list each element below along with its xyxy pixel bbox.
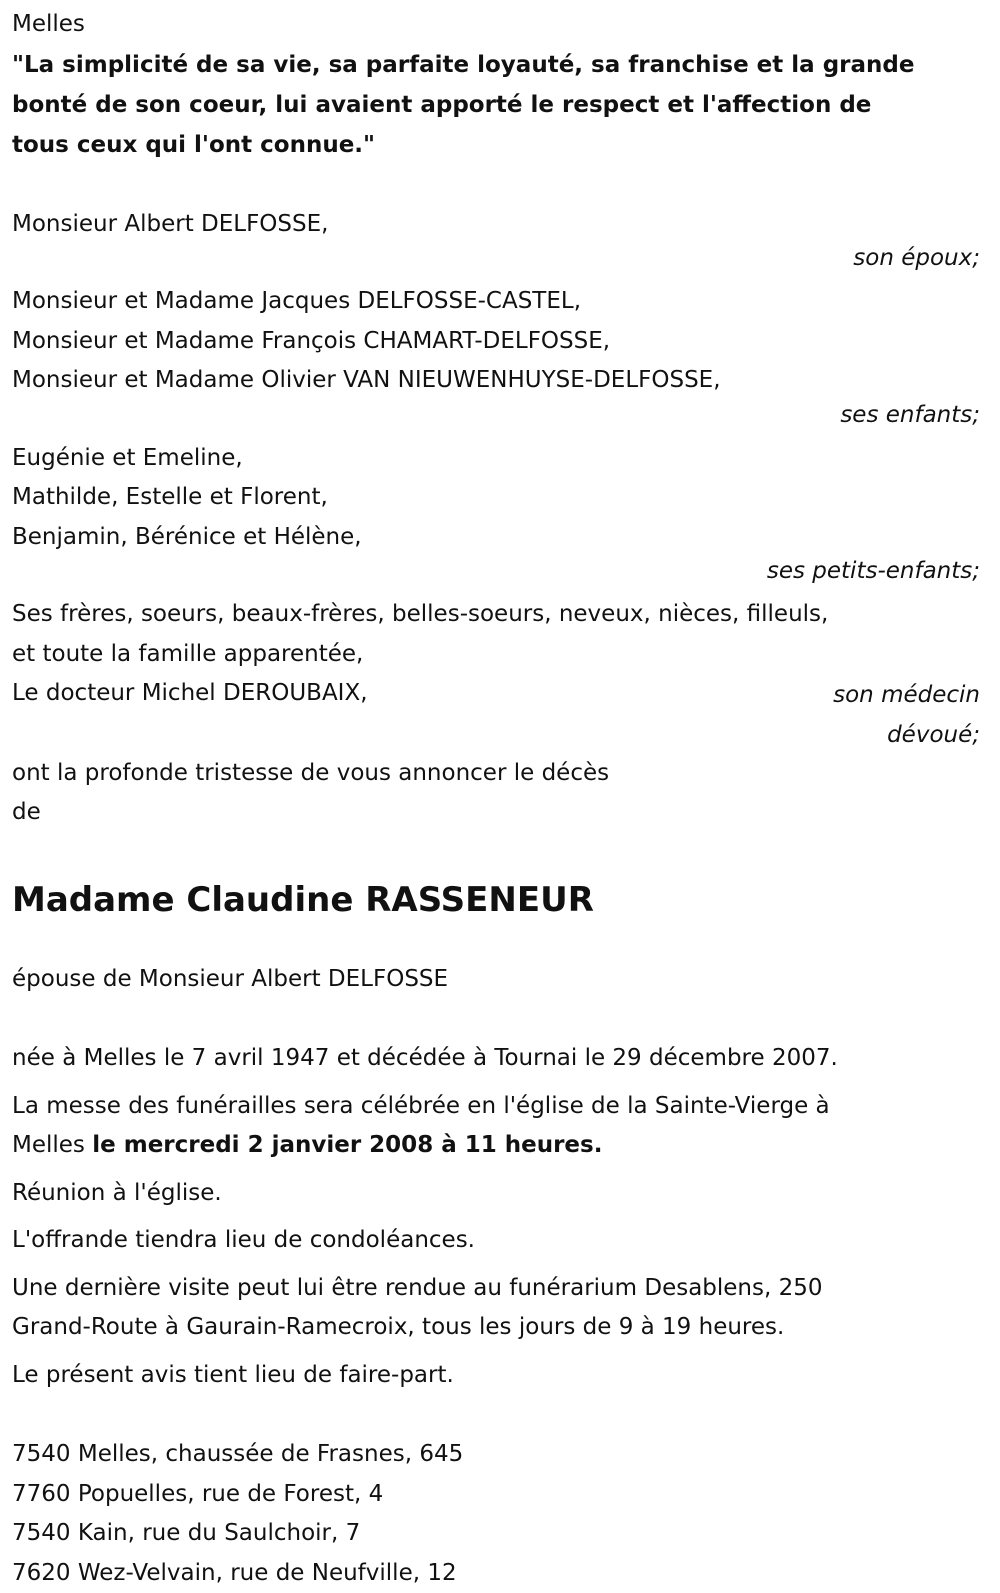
grandchildren-role: ses petits-enfants;	[12, 560, 988, 582]
grandchildren-block	[12, 439, 988, 583]
children-block	[12, 282, 988, 426]
funeral-line	[12, 1126, 988, 1166]
spouse-name: Monsieur Albert DELFOSSE,	[12, 205, 988, 245]
child-line: Monsieur et Madame Olivier VAN NIEUWENHUYSE-DELFOSSE,	[12, 361, 988, 401]
doctor-role-line: dévoué;	[833, 715, 980, 755]
spouse-role: son époux;	[12, 247, 988, 269]
address-line: 7620 Wez-Velvain, rue de Neufville, 12	[12, 1554, 988, 1593]
family-line: Ses frères, soeurs, beaux-frères, belles-soeurs, neveux, nièces, filleuls,	[12, 595, 988, 635]
meeting-info: Réunion à l'église.	[12, 1174, 988, 1214]
deceased-name: Madame Claudine RASSENEUR	[12, 880, 988, 920]
announcement	[12, 754, 988, 833]
child-line: Monsieur et Madame Jacques DELFOSSE-CASTEL,	[12, 282, 988, 322]
address-line: 7540 Kain, rue du Saulchoir, 7	[12, 1514, 988, 1554]
doctor-role	[833, 675, 980, 755]
doctor-role-line: son médecin	[833, 675, 980, 715]
birth-death-dates: née à Melles le 7 avril 1947 et décédée à Tournai le 29 décembre 2007.	[12, 1039, 988, 1079]
funeral-details	[12, 1087, 988, 1166]
family-line: et toute la famille apparentée,	[12, 635, 988, 675]
announcement-line: de	[12, 793, 988, 833]
funeral-place: Melles	[12, 1132, 92, 1158]
visit-line: Une dernière visite peut lui être rendue au funérarium Desablens, 250	[12, 1269, 988, 1309]
grandchild-line: Benjamin, Bérénice et Hélène,	[12, 518, 988, 558]
spouse-of: épouse de Monsieur Albert DELFOSSE	[12, 960, 988, 1000]
grandchild-line: Mathilde, Estelle et Florent,	[12, 478, 988, 518]
quote-line: bonté de son coeur, lui avaient apporté le respect et l'affection de	[12, 85, 988, 125]
visit-line: Grand-Route à Gaurain-Ramecroix, tous les jours de 9 à 19 heures.	[12, 1308, 988, 1348]
funeral-date: le mercredi 2 janvier 2008 à 11 heures.	[92, 1132, 602, 1158]
address-line: 7760 Popuelles, rue de Forest, 4	[12, 1475, 988, 1515]
children-role: ses enfants;	[12, 404, 988, 426]
child-line: Monsieur et Madame François CHAMART-DELFOSSE,	[12, 322, 988, 362]
announcement-line: ont la profonde tristesse de vous annoncer le décès	[12, 754, 988, 794]
address-line: 7540 Melles, chaussée de Frasnes, 645	[12, 1435, 988, 1475]
doctor-name: Le docteur Michel DEROUBAIX,	[12, 674, 988, 714]
quote-line: tous ceux qui l'ont connue."	[12, 125, 988, 165]
spouse-block	[12, 205, 988, 270]
visit-info	[12, 1269, 988, 1348]
family-block	[12, 595, 988, 754]
location-header: Melles	[12, 5, 988, 45]
addresses	[12, 1435, 988, 1593]
offering-info: L'offrande tiendra lieu de condoléances.	[12, 1221, 988, 1261]
quote-line: "La simplicité de sa vie, sa parfaite loyauté, sa franchise et la grande	[12, 45, 988, 85]
grandchild-line: Eugénie et Emeline,	[12, 439, 988, 479]
memorial-quote	[12, 45, 988, 165]
funeral-line: La messe des funérailles sera célébrée en l'église de la Sainte-Vierge à	[12, 1087, 988, 1127]
notice-info: Le présent avis tient lieu de faire-part.	[12, 1356, 988, 1396]
